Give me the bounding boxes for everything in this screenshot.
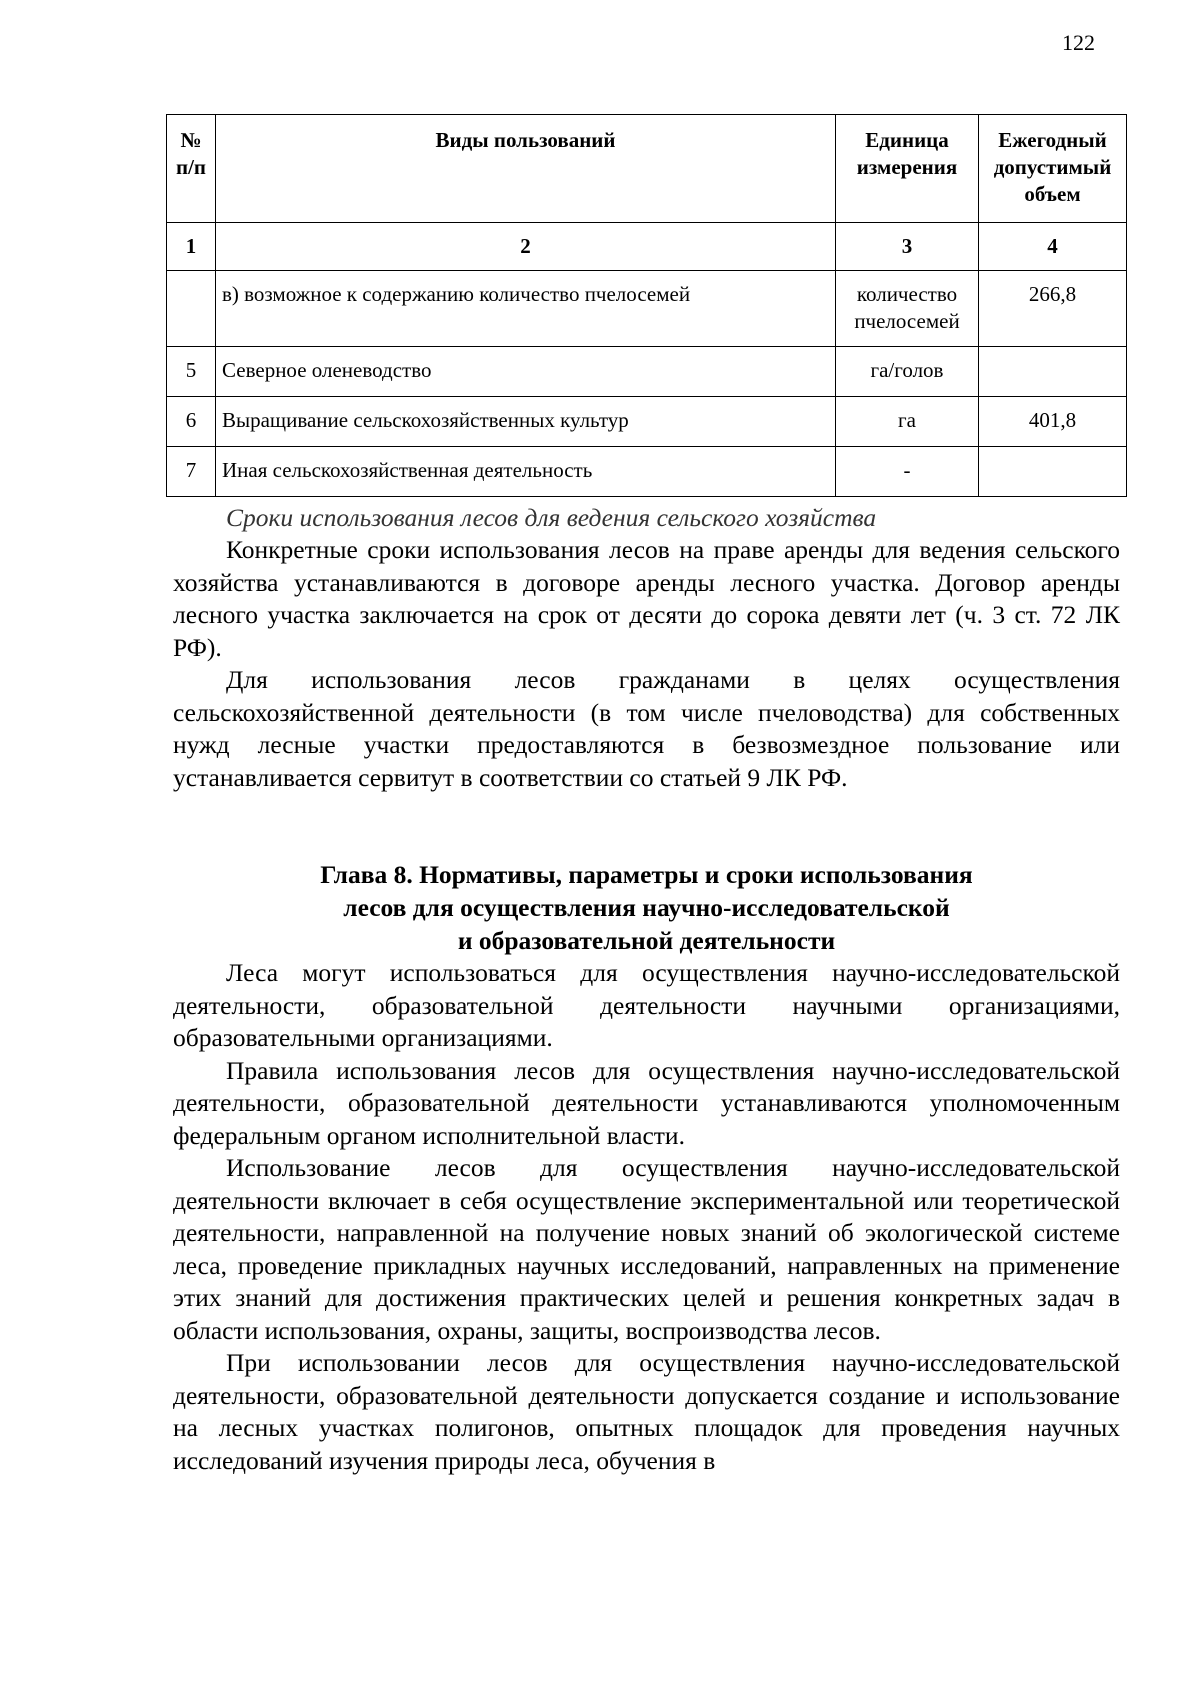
row-use-type: Выращивание сельскохозяйственных культур: [216, 397, 836, 447]
header-use-type: Виды пользований: [216, 115, 836, 223]
row-unit: количество пчелосемей: [836, 271, 979, 347]
row-use-type: Северное оленеводство: [216, 347, 836, 397]
paragraph: При использовании лесов для осуществления научно-исследовательской деятельности, образовательной деятельности допускается создание и использование на лесных участках полигонов, опытных площадок для проведения научных исследований изучения природы леса, обучения в: [173, 1348, 1120, 1475]
section-body: [173, 534, 1120, 794]
index-cell: 3: [836, 223, 979, 271]
table-row: [167, 271, 1127, 347]
row-volume: 266,8: [979, 271, 1127, 347]
row-unit: -: [836, 447, 979, 497]
table-row: [167, 347, 1127, 397]
row-number: 7: [167, 447, 216, 497]
table-row: [167, 447, 1127, 497]
paragraph: Использование лесов для осуществления научно-исследовательской деятельности включает в себя осуществление экспериментальной или теоретической деятельности, направленной на получение новых знаний об экологической системе леса, проведение прикладных научных исследований, направленных на применение этих знаний для достижения практических целей и решения конкретных задач в области использования, охраны, защиты, воспроизводства лесов.: [173, 1153, 1120, 1345]
row-volume: [979, 447, 1127, 497]
table-row: [167, 397, 1127, 447]
row-unit: га: [836, 397, 979, 447]
row-volume: 401,8: [979, 397, 1127, 447]
row-use-type: Иная сельскохозяйственная деятельность: [216, 447, 836, 497]
paragraph: Конкретные сроки использования лесов на праве аренды для ведения сельского хозяйства устанавливаются в договоре аренды лесного участка. Договор аренды лесного участка заключается на срок от десяти до сорока девяти лет (ч. 3 ст. 72 ЛК РФ).: [173, 535, 1120, 662]
header-unit: Единица измерения: [836, 115, 979, 223]
chapter-title: [173, 858, 1120, 957]
paragraph: Леса могут использоваться для осуществления научно-исследовательской деятельности, образовательной деятельности научными организациями, образовательными организациями.: [173, 958, 1120, 1052]
chapter-title-line: лесов для осуществления научно-исследовательской: [343, 893, 950, 922]
paragraph: Правила использования лесов для осуществления научно-исследовательской деятельности, образовательной деятельности устанавливаются уполномоченным федеральным органом исполнительной власти.: [173, 1055, 1120, 1150]
row-unit: га/голов: [836, 347, 979, 397]
index-cell: 4: [979, 223, 1127, 271]
index-cell: 2: [216, 223, 836, 271]
row-number: [167, 271, 216, 347]
header-number: № п/п: [167, 115, 216, 223]
table-index-row: [167, 223, 1127, 271]
chapter-body: [173, 957, 1120, 1477]
index-cell: 1: [167, 223, 216, 271]
paragraph: Для использования лесов гражданами в целях осуществления сельскохозяйственной деятельности (в том числе пчеловодства) для собственных нужд лесные участки предоставляются в безвозмездное пользование или устанавливается сервитут в соответствии со статьей 9 ЛК РФ.: [173, 665, 1120, 792]
row-number: 5: [167, 347, 216, 397]
row-volume: [979, 347, 1127, 397]
row-number: 6: [167, 397, 216, 447]
chapter-title-line: Глава 8. Нормативы, параметры и сроки использования: [320, 860, 973, 889]
land-use-table: [166, 114, 1127, 497]
section-subtitle: Сроки использования лесов для ведения сельского хозяйства: [226, 503, 877, 532]
table-header-row: [167, 115, 1127, 223]
chapter-title-line: и образовательной деятельности: [457, 926, 836, 955]
page-number: 122: [1062, 30, 1095, 55]
header-annual-volume: Ежегодный допустимый объем: [979, 115, 1127, 223]
row-use-type: в) возможное к содержанию количество пчелосемей: [216, 271, 836, 347]
